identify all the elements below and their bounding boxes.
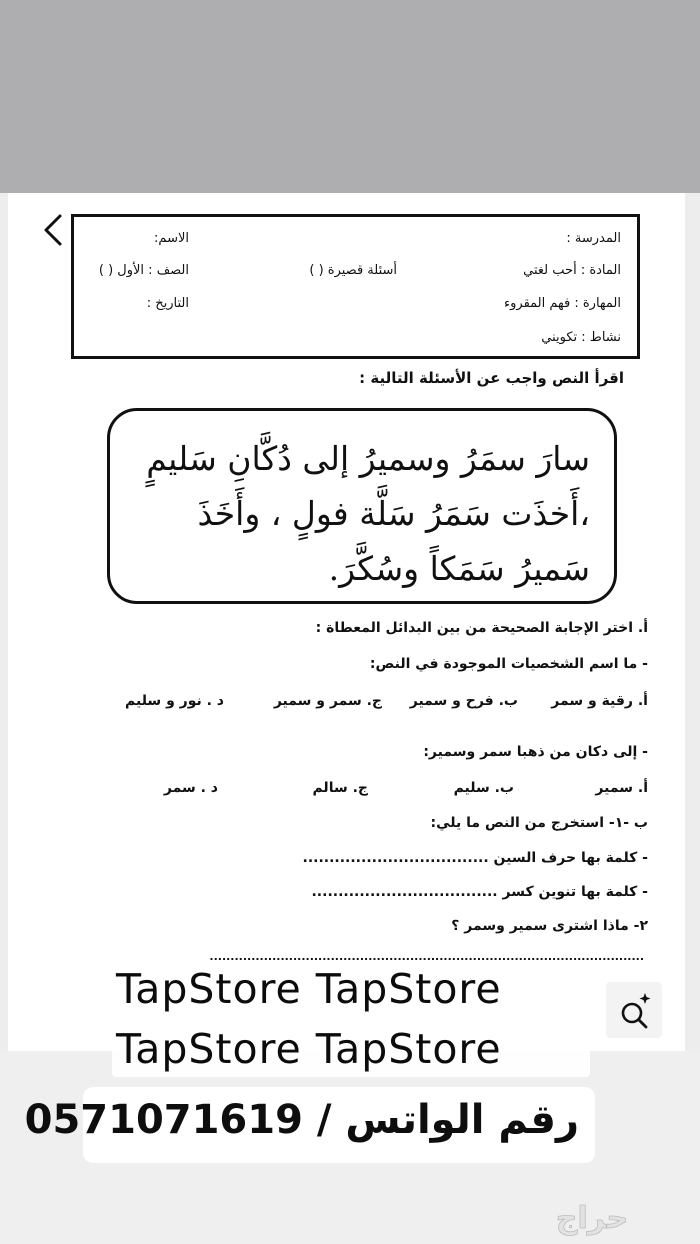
skill-label: المهارة : فهم المقروء [504, 296, 621, 311]
name-label: الاسم: [154, 231, 189, 246]
reading-instruction: اقرأ النص واجب عن الأسئلة التالية : [359, 369, 624, 387]
q1-option-c: ج. سمر و سمير [273, 693, 382, 709]
watermark-line-1: TapStore TapStore [116, 965, 502, 1013]
haraj-logo-icon [522, 1198, 662, 1238]
section-a-title: أ. اختر الإجابة الصحيحة من بين البدائل المعطاة : [315, 620, 648, 636]
short-questions-label: أسئلة قصيرة ( ) [309, 263, 397, 278]
top-gray-bar [0, 0, 700, 193]
extract-item-2: - كلمة بها تنوين كسر ................................... [311, 884, 648, 900]
school-label: المدرسة : [566, 231, 621, 246]
passage-line: ،أَخذَت سَمَرُ سَلَّة فولٍ ، وأَخَذَ [197, 494, 590, 533]
visual-search-button[interactable] [606, 982, 662, 1038]
passage-box [107, 408, 617, 604]
date-label: التاريخ : [146, 296, 189, 311]
question-1: - ما اسم الشخصيات الموجودة في النص: [369, 656, 648, 672]
q2-option-c: ج. سالم [312, 780, 368, 796]
contact-box [24, 1087, 595, 1163]
question-2: - إلى دكان من ذهبا سمر وسمير: [423, 744, 648, 760]
watermark-line-2: TapStore TapStore [116, 1025, 502, 1073]
grade-label: الصف : الأول ( ) [98, 263, 189, 278]
question-b2: ٢- ماذا اشترى سمير وسمر ؟ [451, 918, 648, 934]
haraj-logo [522, 1198, 662, 1238]
q1-option-b: ب. فرح و سمير [409, 693, 518, 709]
activity-label: نشاط : تكويني [541, 330, 621, 345]
passage-line: سارَ سمَرُ وسميرُ إلى دُكَّانِ سَليمٍ [146, 439, 590, 478]
subject-label: المادة : أحب لغتي [523, 263, 621, 278]
whatsapp-number: رقم الواتس / 0571071619 [24, 1097, 579, 1143]
extract-item-1: - كلمة بها حرف السين ................................... [302, 850, 648, 866]
chevron-left-icon [34, 208, 74, 252]
section-b-title: ب -١- استخرج من النص ما يلي: [430, 815, 648, 831]
logo-text: حراج [555, 1201, 629, 1236]
passage-line: سَميرُ سَمَكاً وسُكَّرَ. [328, 549, 590, 588]
answer-line: ........................................................................................................ [209, 950, 644, 963]
q1-option-a: أ. رقية و سمر [551, 693, 648, 709]
q2-option-b: ب. سليم [453, 780, 514, 796]
visual-search-icon [606, 982, 662, 1038]
back-button[interactable] [34, 208, 74, 252]
q1-option-d: د . نور و سليم [125, 693, 224, 709]
header-info-box [71, 214, 640, 359]
q2-option-a: أ. سمير [595, 780, 648, 796]
q2-option-d: د . سمر [163, 780, 218, 796]
